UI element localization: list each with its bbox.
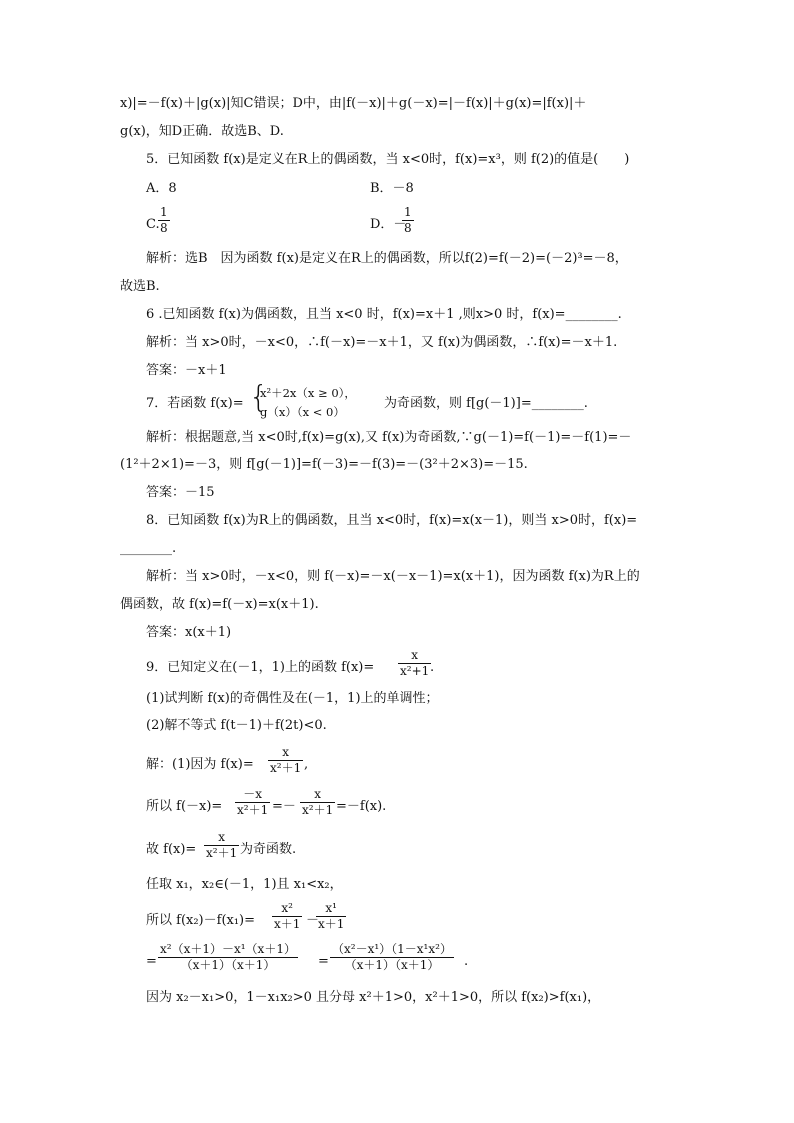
fraction: $\frac{-x}{\text{x²＋1}}$	[237, 787, 269, 817]
question-8: 8．已知函数 f(x)为R上的偶函数，且当 x<0时，f(x)=x(x－1)，则当 x>0时，f(x)=	[146, 513, 638, 528]
question-6: 6 .已知函数 f(x)为偶函数，且当 x<0 时，f(x)=x＋1 ,则x>0 时，f(x)=________.	[146, 307, 622, 322]
period: .	[430, 660, 435, 675]
question-8-cont: ________.	[120, 541, 177, 556]
option-a: A．8	[146, 181, 177, 196]
equals: =	[318, 954, 329, 969]
text-line: g(x)，知D正确．故选B、D.	[120, 124, 284, 139]
equals: =－	[272, 799, 296, 814]
analysis-5-cont: 故选B.	[120, 279, 160, 294]
fraction: $\frac{x}{\text{x²+1}}$	[400, 648, 430, 678]
answer-6: 答案：－x＋1	[146, 363, 227, 378]
piecewise-case: x²＋2x（x ≥ 0），	[260, 386, 356, 400]
fraction: $\frac{1}{8}$	[404, 205, 412, 235]
solution-line: 因为 x₂－x₁>0，1－x₁x₂>0 且分母 x²＋1>0，x²＋1>0，所以 f(x₂)>f(x₁)，	[146, 990, 601, 1005]
solution-line: =－f(x).	[336, 799, 387, 814]
piecewise-case: g（x）（x < 0）	[260, 405, 345, 419]
analysis-8: 解析：当 x>0时，－x<0，则 f(－x)=－x(－x－1)=x(x＋1)，因为函数 f(x)为R上的	[146, 569, 640, 584]
analysis-8-cont: 偶函数，故 f(x)=f(－x)=x(x＋1).	[120, 597, 319, 612]
analysis-6: 解析：当 x>0时，－x<0，∴f(－x)=－x＋1，又 f(x)为偶函数，∴f(x)=－x＋1.	[146, 335, 618, 350]
fraction: $\frac{\text{（x²－x¹）（1－x¹x²）}}{(x+1)(x+1)}$	[332, 942, 452, 972]
fraction: $\frac{\text{x²（x＋1）－x¹（x＋1）}}{(x+1)(x+1)}$	[160, 942, 296, 972]
solution-line: 故 f(x)=	[146, 842, 197, 857]
solution-line: 任取 x₁，x₂∈(－1，1)且 x₁<x₂，	[146, 877, 343, 892]
solution-line: 解：(1)因为 f(x)=	[146, 757, 254, 772]
equals: =	[146, 954, 157, 969]
left-brace-icon: {	[249, 380, 269, 415]
fraction: $\frac{\text{x¹}}{x+1}$	[318, 901, 345, 931]
option-c: C.	[146, 217, 160, 232]
answer-8: 答案：x(x＋1)	[146, 625, 232, 640]
minus: －	[306, 913, 320, 928]
analysis-7-cont: (1²＋2×1)=－3，则 f[g(－1)]=f(－3)=－f(3)=－(3²＋2×3)=－15.	[120, 457, 528, 472]
question-9: 9．已知定义在(－1，1)上的函数 f(x)=	[146, 660, 375, 675]
question-7: 7．若函数 f(x)=	[146, 396, 244, 411]
fraction: $\frac{x}{\text{x²＋1}}$	[302, 787, 334, 817]
comma: ,	[304, 757, 309, 772]
analysis-7: 解析：根据题意,当 x<0时,f(x)=g(x),又 f(x)为奇函数,∵g(－1)=f(－1)=－f(1)=－	[146, 430, 632, 445]
question-9-part2: (2)解不等式 f(t－1)＋f(2t)<0.	[146, 718, 327, 733]
question-5: 5．已知函数 f(x)是定义在R上的偶函数，当 x<0时，f(x)=x³，则 f(2)的值是( )	[146, 152, 630, 167]
option-b: B．－8	[370, 181, 414, 196]
fraction: $\frac{x}{\text{x²＋1}}$	[206, 830, 238, 860]
solution-line: 所以 f(x₂)－f(x₁)=	[146, 913, 256, 928]
fraction: $\frac{x}{\text{x²＋1}}$	[270, 745, 302, 775]
option-d: D．－	[370, 217, 407, 232]
answer-7: 答案：－15	[146, 485, 215, 500]
question-7-suffix: 为奇函数，则 f[g(－1)]=________.	[384, 396, 588, 411]
analysis-5: 解析：选B 因为函数 f(x)是定义在R上的偶函数，所以f(2)=f(－2)=(－2)³=－8，	[146, 251, 628, 266]
period: .	[464, 954, 469, 969]
fraction: $\frac{1}{8}$	[160, 205, 168, 235]
solution-line: 为奇函数.	[240, 842, 297, 857]
fraction: $\frac{\text{x²}}{x+1}$	[274, 901, 301, 931]
solution-line: 所以 f(－x)=	[146, 799, 223, 814]
text-line: x)|=－f(x)＋|g(x)|知C错误；D中，由|f(－x)|＋g(－x)=|－f(x)|＋g(x)=|f(x)|＋	[120, 96, 587, 111]
question-9-part1: (1)试判断 f(x)的奇偶性及在(－1，1)上的单调性；	[146, 691, 439, 706]
